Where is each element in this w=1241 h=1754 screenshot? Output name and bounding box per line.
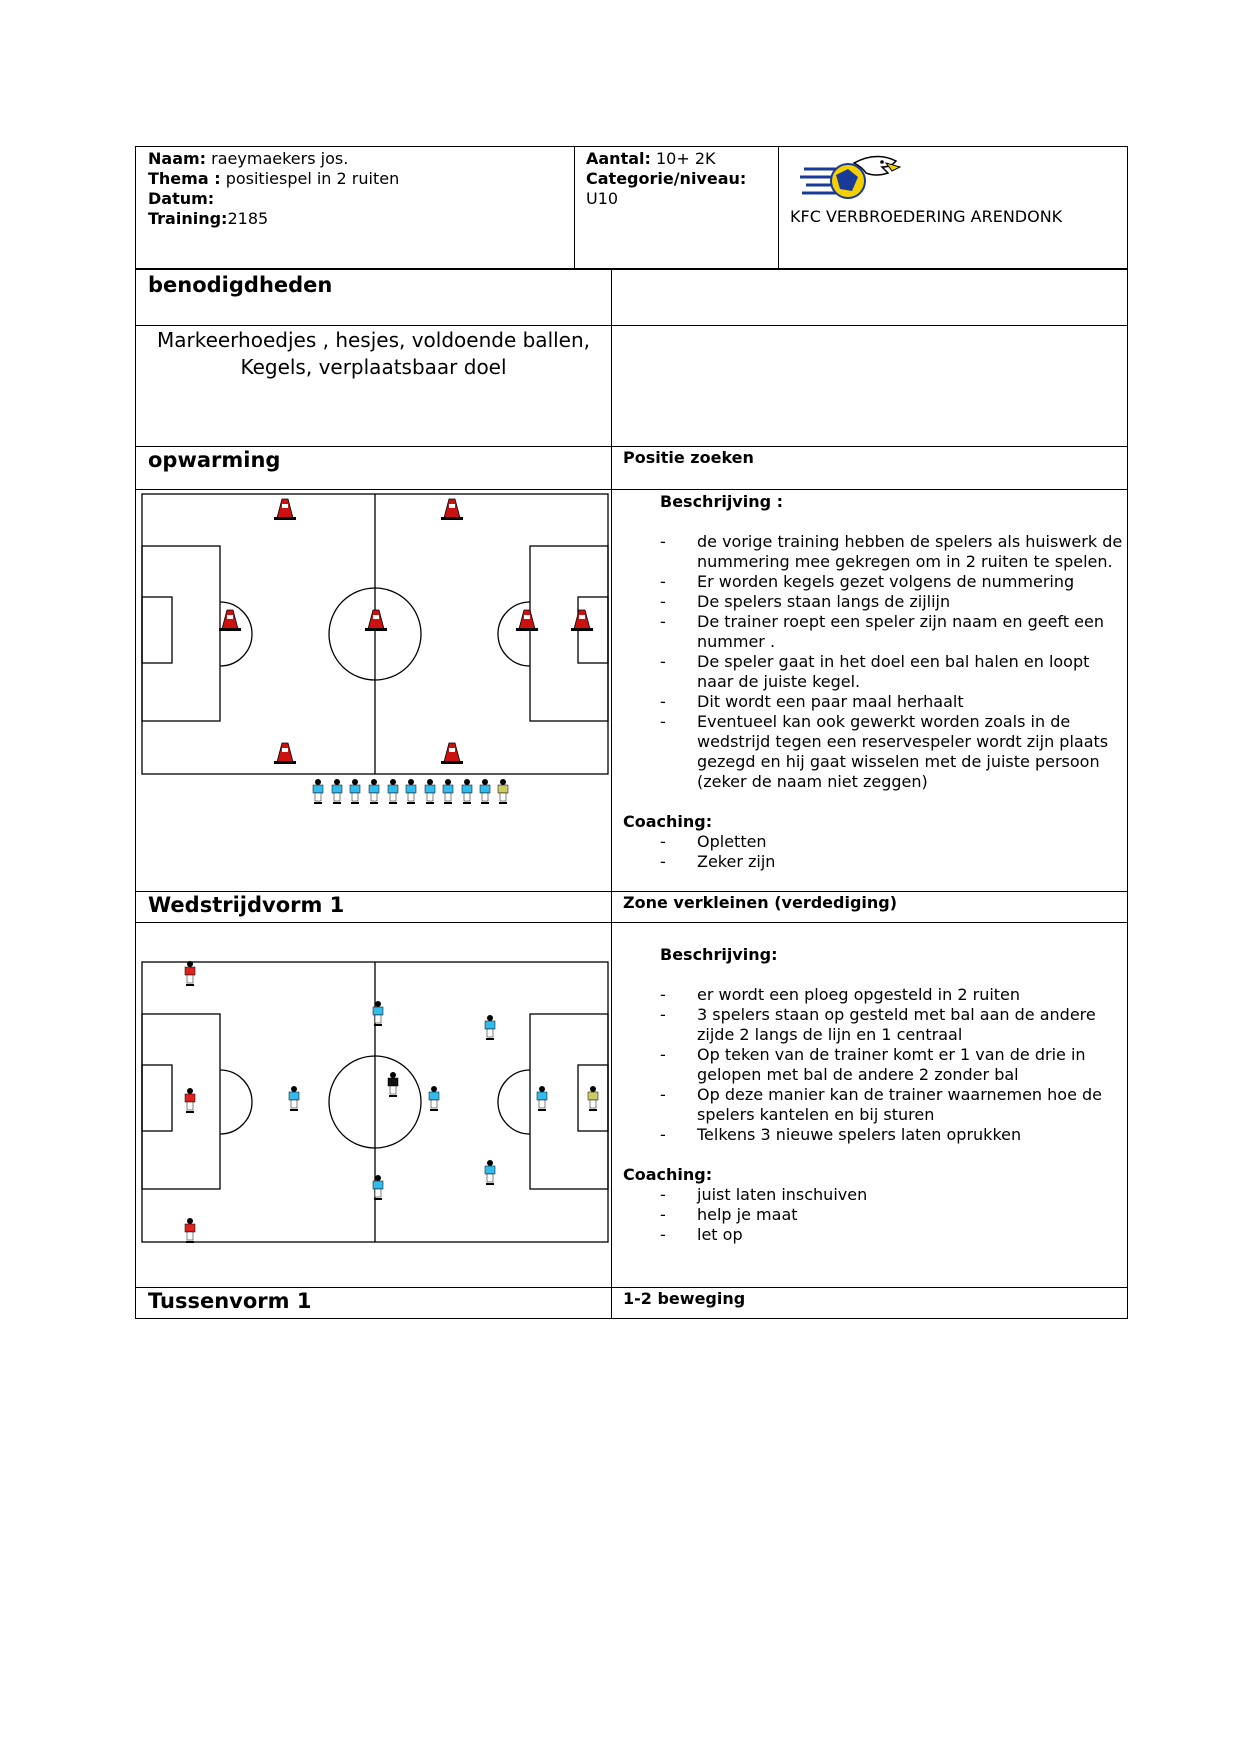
description-item: - De speler gaat in het doel een bal halen en loopt naar de juiste kegel. [623, 652, 1123, 692]
column-divider [611, 270, 612, 1318]
naam-value: raeymaekers jos. [211, 149, 349, 168]
player-icon [443, 779, 453, 804]
training-label: Training: [148, 209, 228, 228]
description-list [623, 532, 1123, 792]
trainer-icon [388, 1072, 398, 1097]
cone-icon [441, 499, 463, 520]
player-icon [429, 1086, 439, 1111]
tussenvorm-title: Tussenvorm 1 [148, 1289, 312, 1313]
description-heading: Beschrijving : [660, 492, 784, 511]
row-divider [136, 1287, 1127, 1288]
player-icon [313, 779, 323, 804]
player-icon [332, 779, 342, 804]
session-table [135, 268, 1128, 1319]
keeper-icon [498, 779, 508, 804]
description-item: - Eventueel kan ook gewerkt worden zoals in de wedstrijd tegen een reservespeler wordt zijn plaats gezegd en hij gaat wisselen met de juiste persoon (zeker de naam niet zeggen) [623, 712, 1123, 792]
player-row [313, 779, 508, 804]
coaching-item: - help je maat [623, 1205, 1123, 1225]
pitch-lines [142, 494, 608, 774]
opwarming-subtitle: Positie zoeken [623, 448, 754, 467]
materials-line: Kegels, verplaatsbaar doel [240, 355, 507, 379]
thema-value: positiespel in 2 ruiten [225, 169, 400, 188]
cone-icon [571, 610, 593, 631]
cone-icon [516, 610, 538, 631]
training-value: 2185 [227, 209, 269, 228]
description-list [623, 985, 1123, 1145]
player-icon [485, 1160, 495, 1185]
benodigdheden-title: benodigdheden [148, 273, 333, 297]
player-icon [537, 1086, 547, 1111]
row-divider [136, 446, 1127, 447]
player-icon [425, 779, 435, 804]
cone-icon [365, 610, 387, 631]
cone-icon [274, 499, 296, 520]
coaching-item: - let op [623, 1225, 1123, 1245]
wedstrijdvorm-description [623, 945, 1123, 1245]
header-table [135, 146, 1128, 269]
coaching-item: - Zeker zijn [623, 852, 1123, 872]
description-item: - 3 spelers staan op gesteld met bal aan de andere zijde 2 langs de lijn en 1 centraal [623, 1005, 1123, 1045]
player-icon [369, 779, 379, 804]
categorie-value: U10 [586, 189, 619, 208]
player-icon [462, 779, 472, 804]
player-icon [350, 779, 360, 804]
player-icon [485, 1015, 495, 1040]
coaching-list [623, 1185, 1123, 1245]
description-item: - Op deze manier kan de trainer waarnemen hoe de spelers kantelen en bij sturen [623, 1085, 1123, 1125]
aantal-label: Aantal: [586, 149, 651, 168]
coaching-heading: Coaching: [623, 812, 713, 831]
cone-icon [274, 743, 296, 764]
row-divider [136, 891, 1127, 892]
player-icon [388, 779, 398, 804]
tussenvorm-subtitle: 1-2 beweging [623, 1289, 746, 1308]
opwarming-title: opwarming [148, 448, 281, 472]
cone-icon [441, 743, 463, 764]
materials-list [136, 327, 611, 381]
keeper-icon [588, 1086, 598, 1111]
description-item: - Telkens 3 nieuwe spelers laten oprukken [623, 1125, 1123, 1145]
row-divider [136, 922, 1127, 923]
materials-line: Markeerhoedjes , hesjes, voldoende ballen, [156, 328, 591, 352]
warmup-pitch-diagram [141, 491, 609, 821]
coaching-heading: Coaching: [623, 1165, 713, 1184]
datum-label: Datum: [148, 189, 215, 208]
description-heading: Beschrijving: [660, 945, 778, 964]
player-icon [185, 1218, 195, 1243]
player-icon [185, 961, 195, 986]
wedstrijdvorm-title: Wedstrijdvorm 1 [148, 893, 345, 917]
attacker-group [185, 961, 195, 1243]
description-item: - Er worden kegels gezet volgens de nummering [623, 572, 1123, 592]
player-icon [406, 779, 416, 804]
naam-label: Naam: [148, 149, 207, 168]
coaching-item: - juist laten inschuiven [623, 1185, 1123, 1205]
cone-group [219, 499, 593, 764]
coaching-list [623, 832, 1123, 872]
row-divider [136, 325, 1127, 326]
categorie-label: Categorie/niveau: [586, 169, 747, 188]
description-item: - de vorige training hebben de spelers als huiswerk de nummering mee gekregen om in 2 ruiten te spelen. [623, 532, 1123, 572]
match-pitch-diagram [141, 960, 609, 1255]
club-name: KFC VERBROEDERING ARENDONK [790, 207, 1063, 226]
club-logo [796, 149, 906, 207]
wedstrijdvorm-subtitle: Zone verkleinen (verdediging) [623, 893, 898, 912]
header-info [148, 149, 399, 229]
description-item: - De trainer roept een speler zijn naam en geeft een nummer . [623, 612, 1123, 652]
opwarming-description [623, 492, 1123, 872]
row-divider [136, 489, 1127, 490]
player-icon [289, 1086, 299, 1111]
coaching-item: - Opletten [623, 832, 1123, 852]
header-group-info [586, 149, 746, 209]
player-icon [185, 1088, 195, 1113]
header-divider [574, 147, 575, 268]
thema-label: Thema : [148, 169, 221, 188]
description-item: - De spelers staan langs de zijlijn [623, 592, 1123, 612]
description-item: - Dit wordt een paar maal herhaalt [623, 692, 1123, 712]
aantal-value: 10+ 2K [656, 149, 716, 168]
description-item: - er wordt een ploeg opgesteld in 2 ruiten [623, 985, 1123, 1005]
defender-group [289, 1001, 598, 1200]
header-divider [778, 147, 779, 268]
player-icon [480, 779, 490, 804]
description-item: - Op teken van de trainer komt er 1 van de drie in gelopen met bal de andere 2 zonder bal [623, 1045, 1123, 1085]
cone-icon [219, 610, 241, 631]
